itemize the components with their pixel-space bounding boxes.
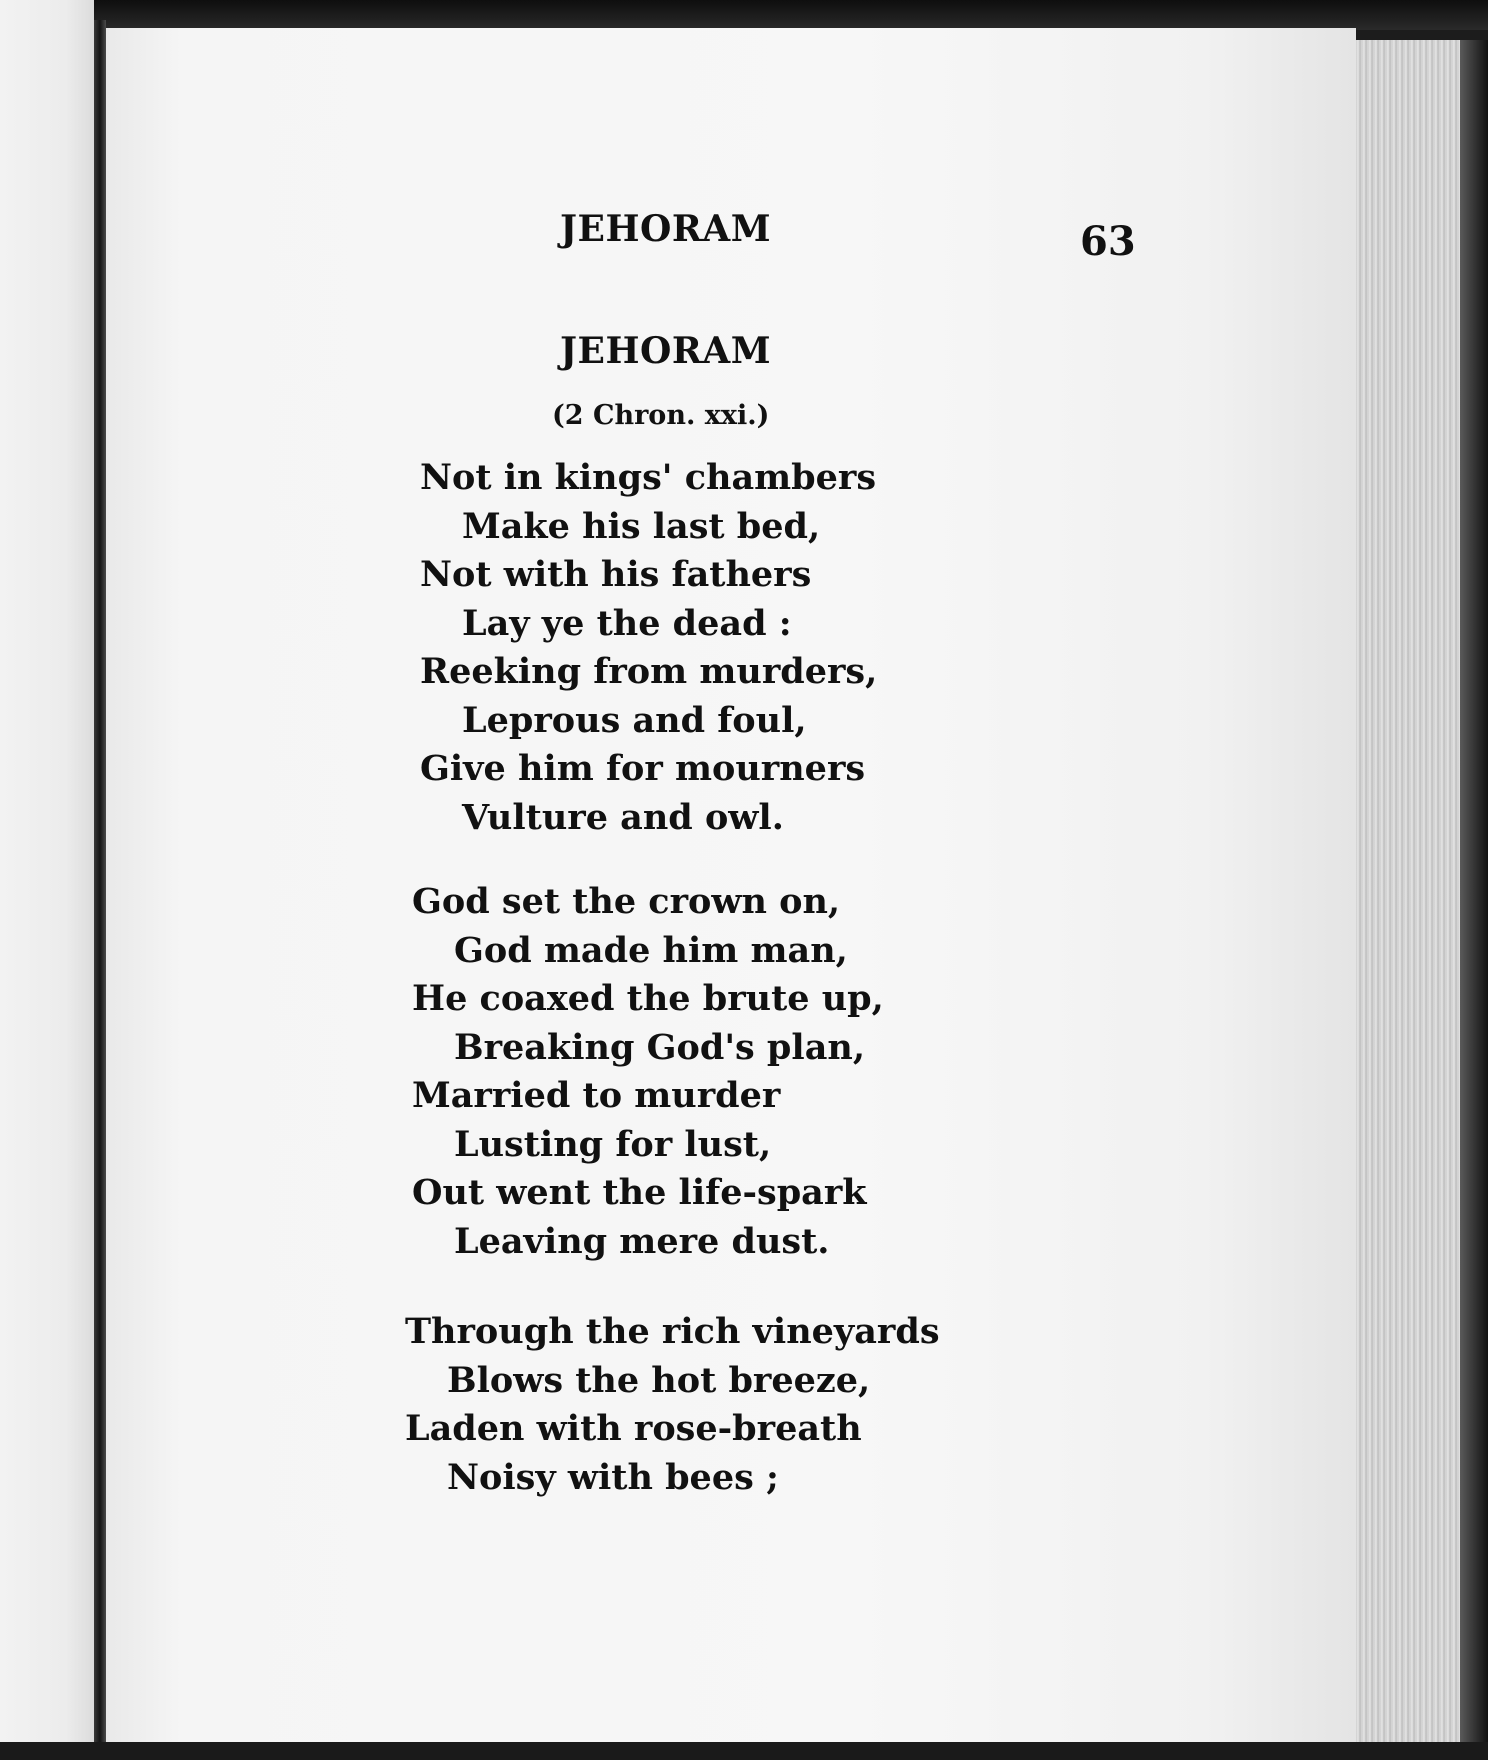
poem-line: Laden with rose-breath bbox=[405, 1408, 862, 1449]
poem-line: Leprous and foul, bbox=[462, 699, 807, 741]
poem-line: Through the rich vineyards bbox=[405, 1311, 940, 1352]
poem-line: Leaving mere dust. bbox=[454, 1220, 830, 1262]
stanza-1 bbox=[420, 454, 877, 842]
previous-page-edge bbox=[0, 0, 94, 1760]
poem-line: Make his last bed, bbox=[462, 505, 821, 547]
poem-line: Vulture and owl. bbox=[462, 796, 784, 838]
poem-line: Noisy with bees ; bbox=[447, 1456, 779, 1498]
poem-title: JEHORAM bbox=[560, 330, 772, 372]
poem-line: Lay ye the dead : bbox=[462, 602, 792, 644]
poem-line: Give him for mourners bbox=[420, 748, 866, 789]
scripture-reference: (2 Chron. xxi.) bbox=[552, 400, 770, 431]
poem-line: Married to murder bbox=[412, 1075, 781, 1116]
page-number: 63 bbox=[1080, 218, 1136, 265]
scan-top-border bbox=[0, 0, 1488, 30]
scan-bottom-border bbox=[0, 1742, 1488, 1760]
stanza-2 bbox=[412, 878, 884, 1266]
poem-line: God set the crown on, bbox=[412, 881, 841, 922]
poem-line: Lusting for lust, bbox=[454, 1123, 772, 1165]
poem-line: Out went the life-spark bbox=[412, 1172, 867, 1213]
page-edge-shadow bbox=[1460, 40, 1488, 1760]
stanza-3 bbox=[405, 1308, 940, 1502]
page-edges bbox=[1356, 40, 1460, 1760]
poem-line: God made him man, bbox=[454, 929, 848, 971]
poem-line: He coaxed the brute up, bbox=[412, 978, 884, 1019]
book-gutter bbox=[94, 20, 106, 1760]
poem-line: Blows the hot breeze, bbox=[447, 1359, 871, 1401]
running-head: JEHORAM bbox=[560, 208, 772, 250]
poem-line: Breaking God's plan, bbox=[454, 1026, 866, 1068]
poem-line: Not with his fathers bbox=[420, 554, 812, 595]
poem-line: Not in kings' chambers bbox=[420, 457, 877, 498]
poem-line: Reeking from murders, bbox=[420, 651, 878, 692]
